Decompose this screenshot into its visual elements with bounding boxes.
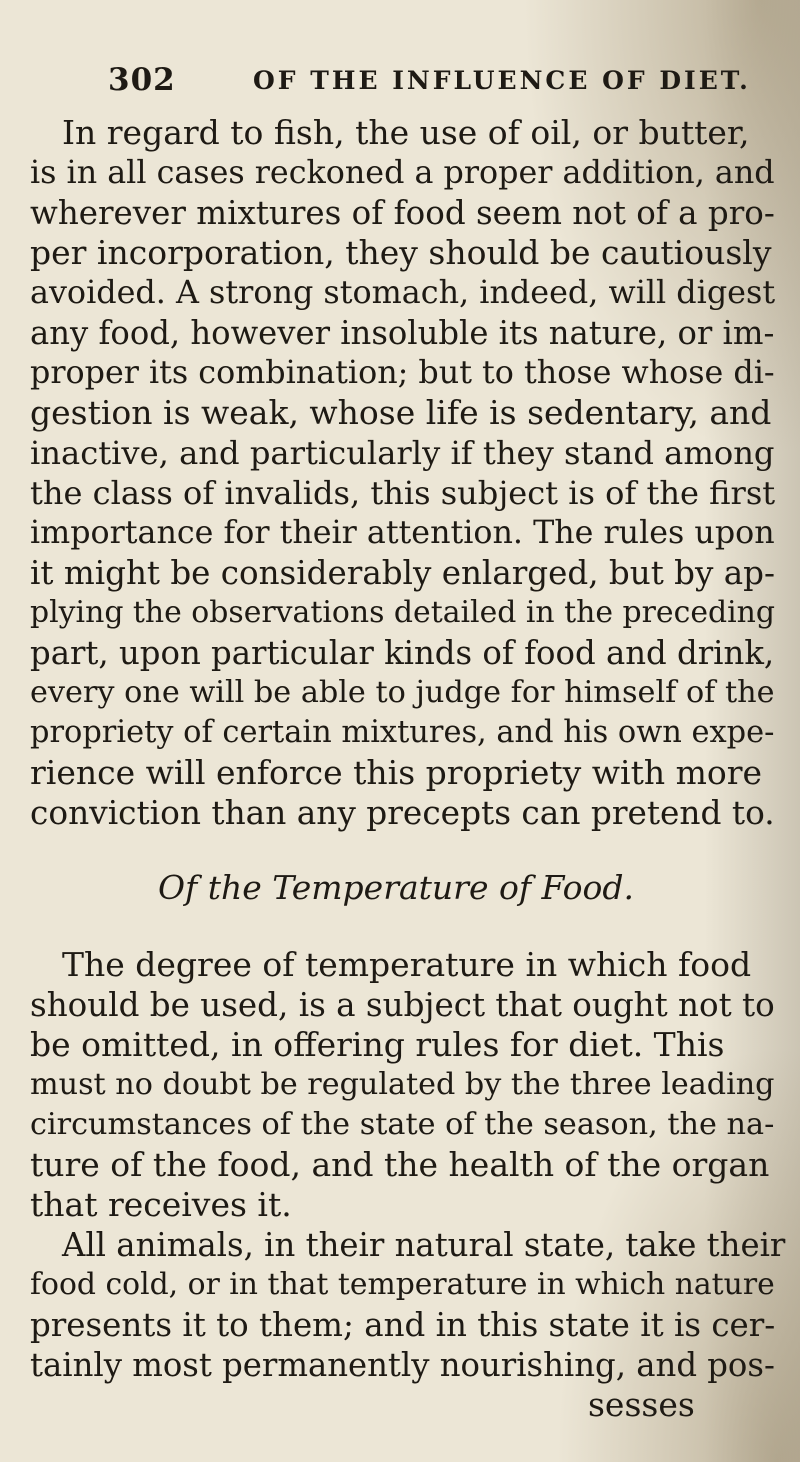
text-line: wherever mixtures of food seem not of a pro- <box>30 194 775 232</box>
text-line: should be used, is a subject that ought not to <box>30 986 775 1024</box>
text-line: plying the observations detailed in the preceding <box>30 595 775 630</box>
text-line: proper its combination; but to those whose di- <box>30 355 775 391</box>
text-line: presents it to them; and in this state it is cer- <box>30 1306 776 1344</box>
text-line: In regard to fish, the use of oil, or butter, <box>62 113 750 152</box>
text-line: any food, however insoluble its nature, or im- <box>30 314 775 352</box>
text-line: circumstances of the state of the season, the na- <box>30 1107 775 1142</box>
text-line: ture of the food, and the health of the organ <box>30 1145 770 1184</box>
text-line: be omitted, in offering rules for diet. This <box>30 1025 725 1064</box>
text-line: every one will be able to judge for himself of the <box>30 675 775 710</box>
text-line: gestion is weak, whose life is sedentary, and <box>30 393 772 432</box>
text-line: avoided. A strong stomach, indeed, will digest <box>30 274 776 311</box>
text-line: the class of invalids, this subject is of the first <box>30 474 776 512</box>
text-line: food cold, or in that temperature in which nature <box>30 1267 775 1302</box>
text-line: All animals, in their natural state, take their <box>62 1226 786 1264</box>
text-line: must no doubt be regulated by the three leading <box>30 1067 775 1102</box>
text-line: propriety of certain mixtures, and his own expe- <box>30 715 775 750</box>
text-line: tainly most permanently nourishing, and pos- <box>30 1346 775 1384</box>
text-line: importance for their attention. The rules upon <box>30 515 775 551</box>
section-heading: Of the Temperature of Food. <box>158 868 634 907</box>
text-line: inactive, and particularly if they stand among <box>30 434 775 472</box>
page-number: 302 <box>108 62 176 98</box>
text-line: that receives it. <box>30 1185 292 1224</box>
body-text <box>30 0 800 1462</box>
text-line: it might be considerably enlarged, but by ap- <box>30 554 775 592</box>
text-line: The degree of temperature in which food <box>62 945 752 984</box>
text-line: conviction than any precepts can pretend to. <box>30 794 775 832</box>
text-line: per incorporation, they should be cautiously <box>30 233 772 272</box>
catchword: sesses <box>588 1385 695 1424</box>
text-line: rience will enforce this propriety with more <box>30 753 763 792</box>
text-line: part, upon particular kinds of food and drink, <box>30 634 775 672</box>
running-head: OF THE INFLUENCE OF DIET. <box>253 66 751 95</box>
text-line: is in all cases reckoned a proper addition, and <box>30 155 775 191</box>
